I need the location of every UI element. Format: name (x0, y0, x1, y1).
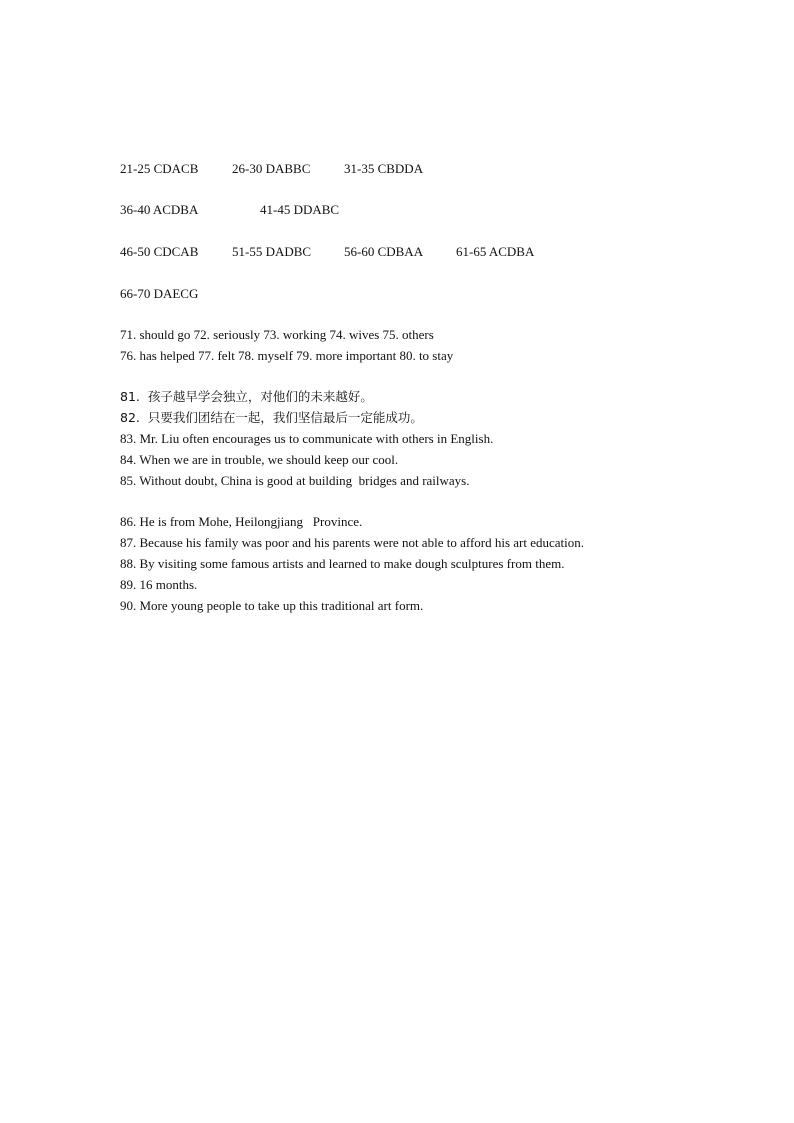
answer-84: 84. When we are in trouble, we should keep our cool. (120, 452, 399, 467)
mc-row-2 (120, 202, 340, 218)
answer-83: 83. Mr. Liu often encourages us to communicate with others in English. (120, 431, 494, 446)
mc-row-1 (120, 161, 424, 177)
mc-group-41-45: 41-45 DDABC (260, 202, 340, 217)
mc-group-26-30: 26-30 DABBC (232, 161, 311, 176)
answer-88: 88. By visiting some famous artists and learned to make dough sculptures from them. (120, 556, 565, 571)
mc-row-4 (120, 286, 199, 302)
answer-89: 89. 16 months. (120, 577, 198, 592)
answer-87: 87. Because his family was poor and his parents were not able to afford his art education. (120, 535, 585, 550)
answer-82: 82. 只要我们团结在一起，我们坚信最后一定能成功。 (120, 410, 423, 425)
mc-group-51-55: 51-55 DADBC (232, 244, 312, 259)
mc-row-3 (120, 244, 535, 260)
answer-90: 90. More young people to take up this traditional art form. (120, 598, 424, 613)
answer-85: 85. Without doubt, China is good at building bridges and railways. (120, 473, 470, 488)
mc-group-66-70: 66-70 DAECG (120, 286, 199, 301)
mc-group-56-60: 56-60 CDBAA (344, 244, 424, 259)
mc-group-21-25: 21-25 CDACB (120, 161, 199, 176)
fill-line-76-80: 76. has helped 77. felt 78. myself 79. more important 80. to stay (120, 348, 454, 363)
fill-line-71-75: 71. should go 72. seriously 73. working 74. wives 75. others (120, 327, 434, 342)
answer-81: 81. 孩子越早学会独立，对他们的未来越好。 (120, 389, 373, 404)
mc-group-61-65: 61-65 ACDBA (456, 244, 535, 259)
mc-group-36-40: 36-40 ACDBA (120, 202, 199, 217)
mc-group-31-35: 31-35 CBDDA (344, 161, 424, 176)
mc-group-46-50: 46-50 CDCAB (120, 244, 199, 259)
answer-86: 86. He is from Mohe, Heilongjiang Province. (120, 514, 363, 529)
